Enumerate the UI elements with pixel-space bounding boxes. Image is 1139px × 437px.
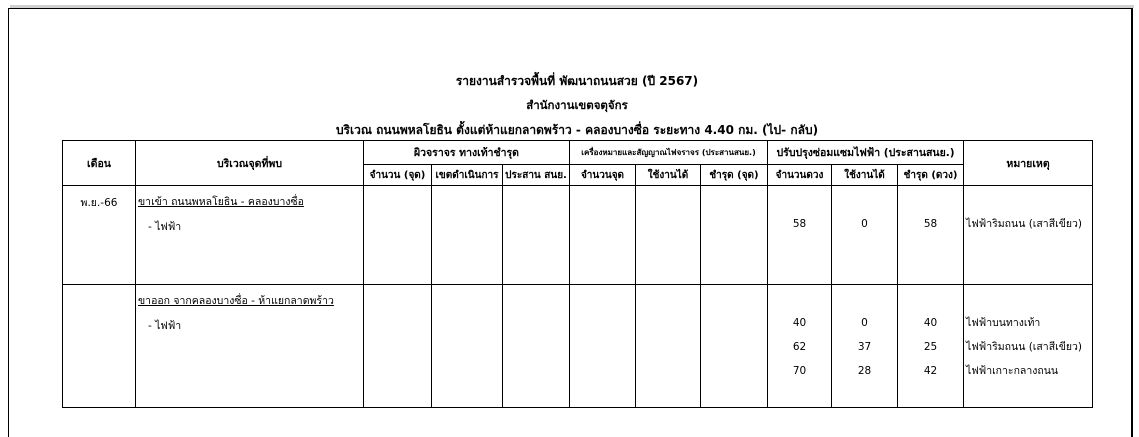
lights-broken-value: 58 [923, 218, 938, 230]
report-title: รายงานสำรวจพื้นที่ พัฒนาถนนสวย (ปี 2567) [455, 74, 699, 88]
remark-text: ไฟฟ้าริมถนน (เสาสีเขียว) [966, 218, 1083, 230]
lights-total-value: 58 [792, 218, 807, 230]
survey-table [62, 140, 1093, 408]
lights-working-cell [832, 186, 898, 285]
lights-total-value: 70 [792, 365, 807, 377]
empty-cell [432, 186, 503, 285]
empty-cell [570, 285, 636, 408]
table-row [63, 285, 1093, 408]
lights-total-value: 62 [792, 341, 807, 353]
lights-working-value: 0 [861, 317, 868, 329]
lights-broken-value: 40 [923, 317, 938, 329]
header-month: เดือน [63, 141, 136, 186]
header-sub-cell: ใช้งานได้ [832, 165, 898, 186]
header-sub-cell: ชำรุด (ดวง) [898, 165, 964, 186]
header-area: บริเวณจุดที่พบ [136, 141, 364, 186]
header-sub-cell: จำนวนจุด [570, 165, 636, 186]
empty-cell [570, 186, 636, 285]
empty-cell [503, 186, 570, 285]
empty-cell [364, 186, 432, 285]
remark-text: ไฟฟ้าเกาะกลางถนน [966, 365, 1059, 377]
table-row [63, 186, 1093, 285]
area-title: ขาออก จากคลองบางซื่อ - ห้าแยกลาดพร้าว [138, 295, 334, 307]
area-cell [136, 285, 364, 408]
lights-broken-value: 25 [923, 341, 938, 353]
area-cell [136, 186, 364, 285]
lights-broken-cell [898, 186, 964, 285]
header-sub-cell: ใช้งานได้ [636, 165, 701, 186]
header-sub-cell: เขตดำเนินการ [432, 165, 503, 186]
lights-total-cell [768, 285, 832, 408]
remark-cell [964, 186, 1093, 285]
empty-cell [432, 285, 503, 408]
header-group-signs: เครื่องหมายและสัญญาณไฟจราจร (ประสานสนย.) [570, 141, 768, 165]
empty-cell [701, 285, 768, 408]
header-remark: หมายเหตุ [964, 141, 1093, 186]
header-sub-cell: จำนวน (จุด) [364, 165, 432, 186]
lights-broken-cell [898, 285, 964, 408]
month-cell [63, 285, 136, 408]
remark-text: ไฟฟ้าบนทางเท้า [966, 317, 1041, 329]
month-cell: พ.ย.-66 [63, 186, 136, 285]
remark-text: ไฟฟ้าริมถนน (เสาสีเขียว) [966, 341, 1083, 353]
lights-working-value: 37 [857, 341, 872, 353]
lights-broken-value: 42 [923, 365, 938, 377]
empty-cell [503, 285, 570, 408]
header-sub-cell: ประสาน สนย. [503, 165, 570, 186]
header-group-sidewalk: ผิวจราจร ทางเท้าชำรุด [364, 141, 570, 165]
lights-total-value: 40 [792, 317, 807, 329]
empty-cell [364, 285, 432, 408]
area-item: - ไฟฟ้า [148, 320, 182, 332]
lights-working-cell [832, 285, 898, 408]
lights-total-cell [768, 186, 832, 285]
header-group-lights: ปรับปรุงซ่อมแซมไฟฟ้า (ประสานสนย.) [768, 141, 964, 165]
lights-working-value: 28 [857, 365, 872, 377]
area-item: - ไฟฟ้า [148, 221, 182, 233]
area-title: ขาเข้า ถนนพหลโยธิน - คลองบางซื่อ [138, 196, 304, 208]
empty-cell [636, 285, 701, 408]
header-row-main [63, 141, 1093, 165]
report-office: สำนักงานเขตจตุจักร [526, 98, 628, 112]
header-sub-cell: ชำรุด (จุด) [701, 165, 768, 186]
empty-cell [636, 186, 701, 285]
header-sub-cell: จำนวนดวง [768, 165, 832, 186]
empty-cell [701, 186, 768, 285]
lights-working-value: 0 [861, 218, 868, 230]
report-location: บริเวณ ถนนพหลโยธิน ตั้งแต่ห้าแยกลาดพร้าว - คลองบางซื่อ ระยะทาง 4.40 กม. (ไป- กลับ) [335, 123, 819, 137]
remark-cell [964, 285, 1093, 408]
